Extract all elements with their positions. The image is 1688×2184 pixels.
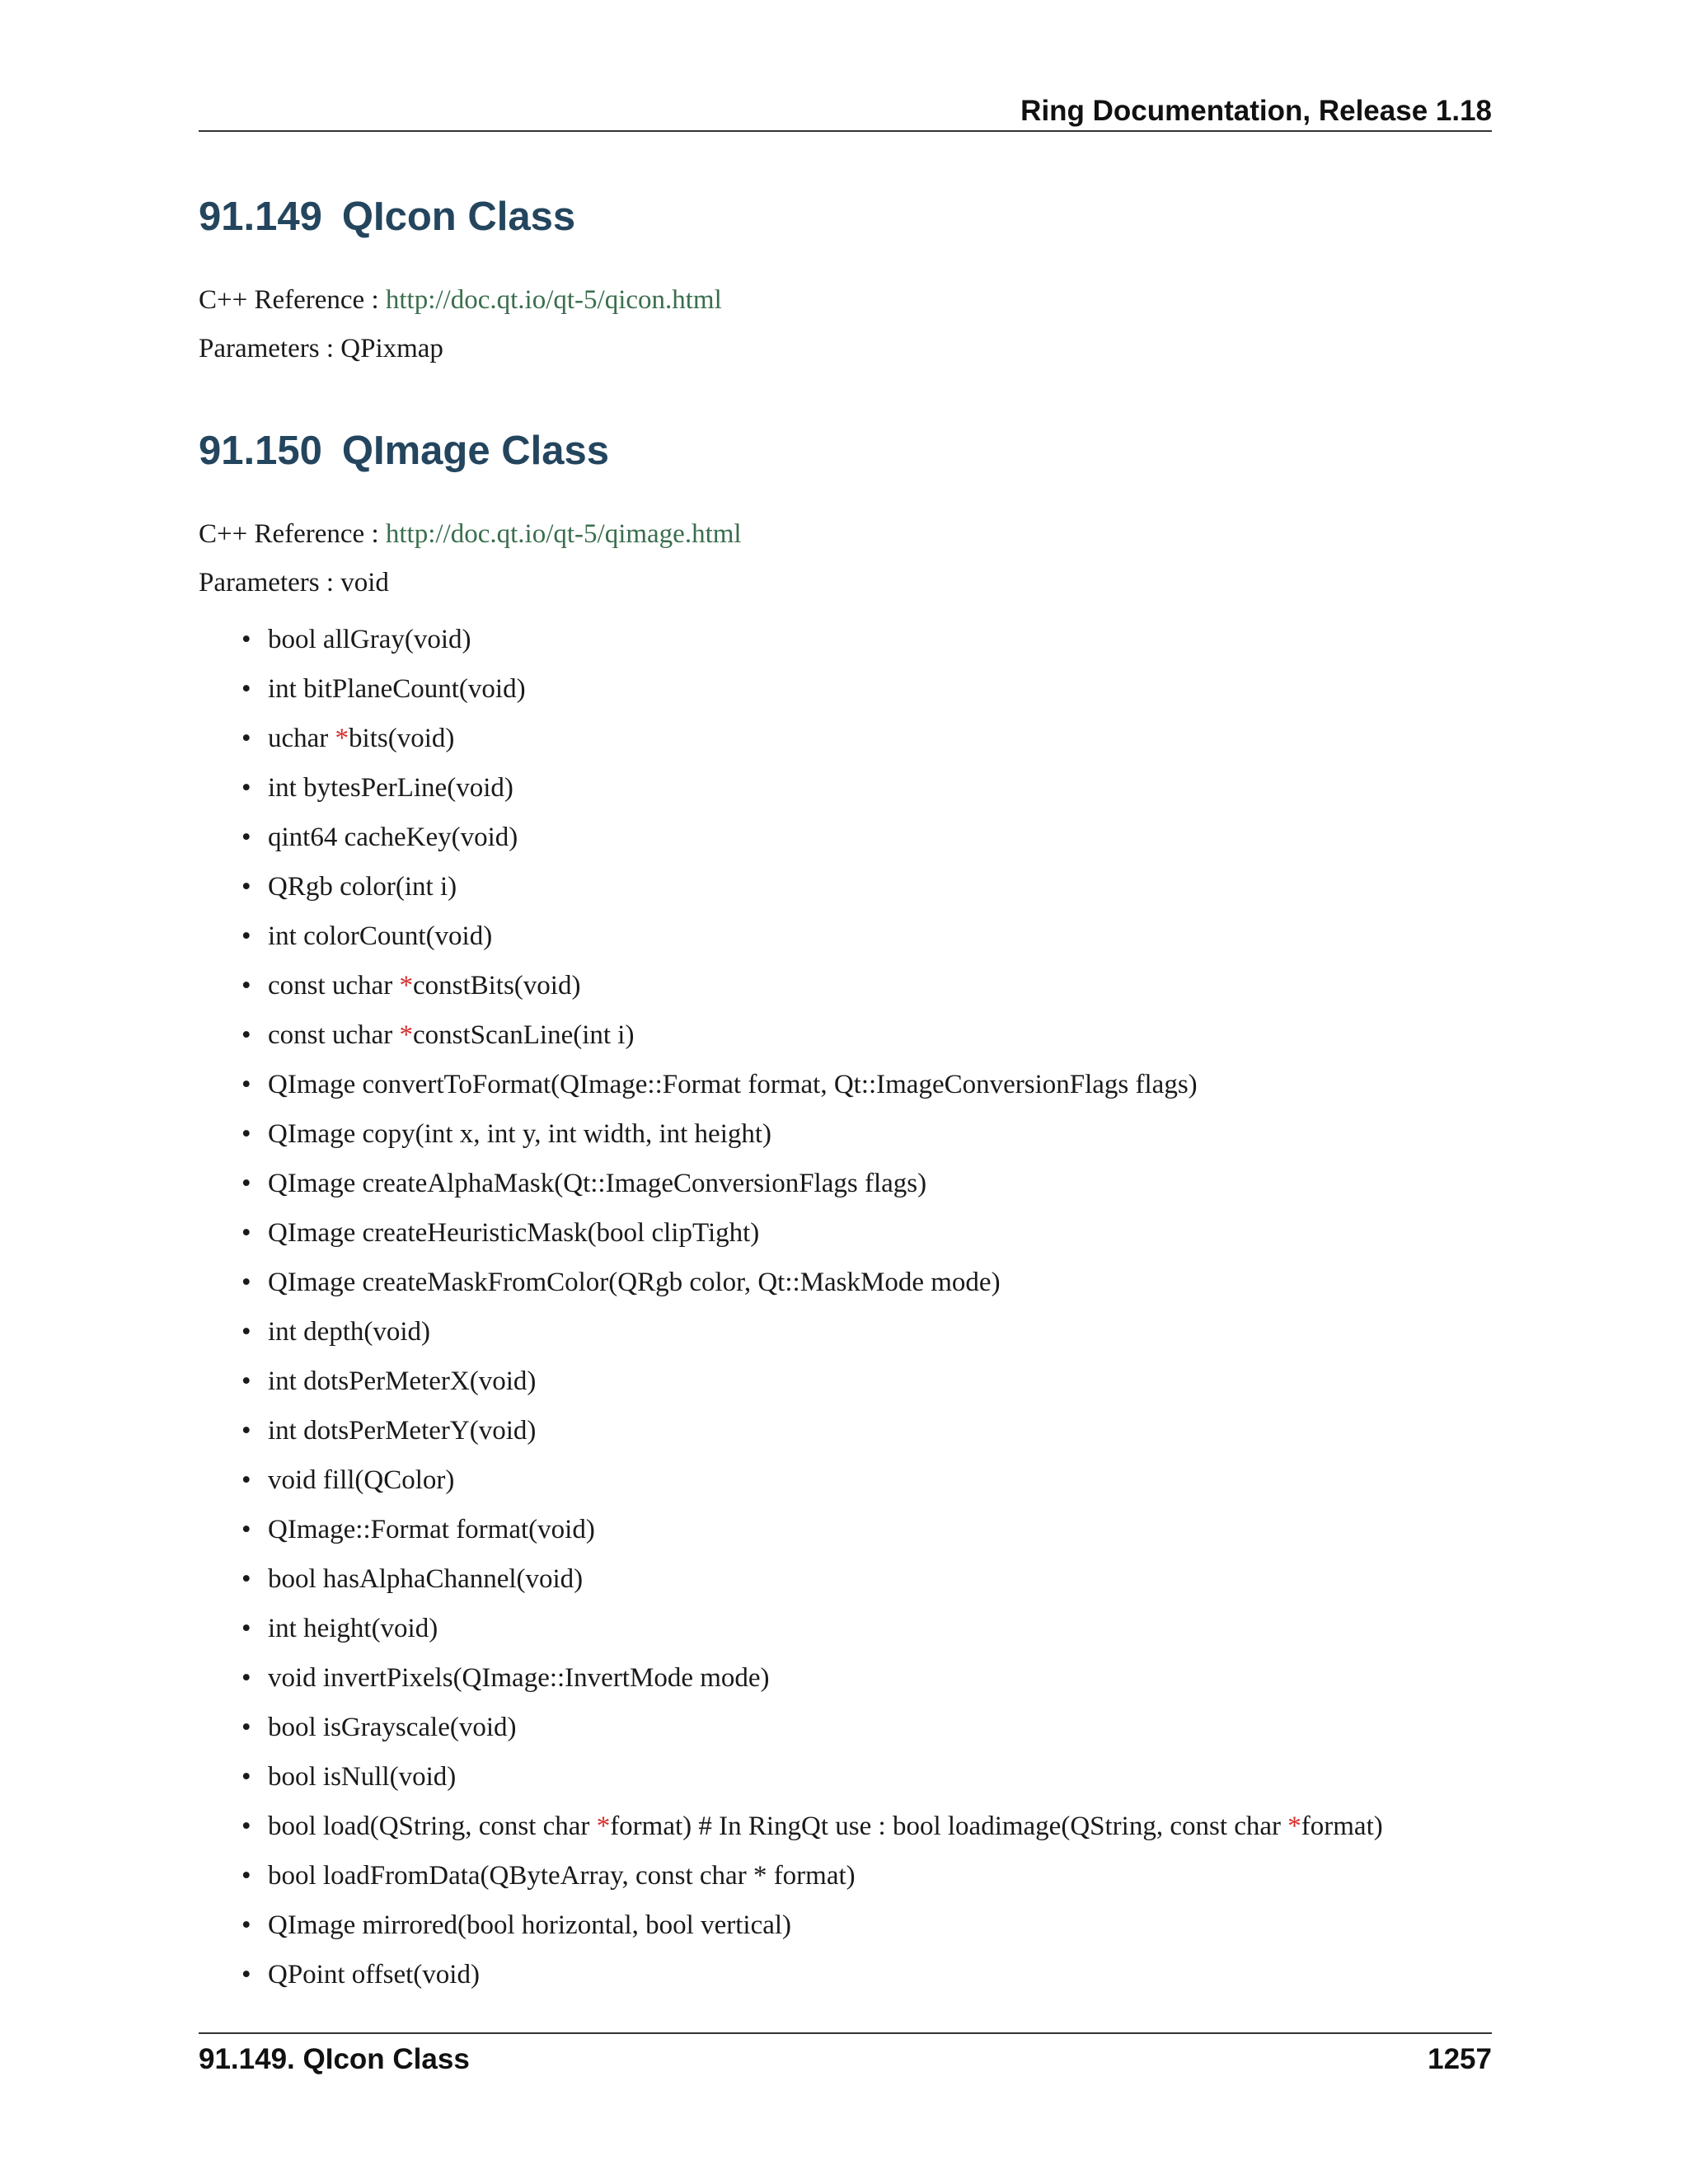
method-item xyxy=(199,1810,1383,1859)
method-item xyxy=(199,1118,1383,1167)
bullet-icon: • xyxy=(241,971,251,1001)
section-title: QImage Class xyxy=(341,429,609,473)
pointer-star: * xyxy=(1287,1811,1301,1841)
bullet-icon: • xyxy=(241,1713,251,1742)
method-item xyxy=(199,1909,1383,1958)
method-signature: int bytesPerLine(void) xyxy=(268,773,513,803)
method-signature: void invertPixels(QImage::InvertMode mode) xyxy=(268,1663,770,1693)
pointer-star: * xyxy=(399,1020,413,1050)
method-item xyxy=(199,1563,1383,1612)
bullet-icon: • xyxy=(241,773,251,803)
method-item xyxy=(199,969,1383,1019)
bullet-icon: • xyxy=(241,1960,251,1990)
reference-label: C++ Reference : xyxy=(199,285,379,315)
method-signature: int depth(void) xyxy=(268,1317,431,1347)
method-item xyxy=(199,1612,1383,1661)
bullet-icon: • xyxy=(241,823,251,852)
method-item xyxy=(199,1414,1383,1464)
method-signature: bool isNull(void) xyxy=(268,1762,457,1792)
document-page xyxy=(199,0,1492,2184)
bullet-icon: • xyxy=(241,1762,251,1792)
method-item xyxy=(199,1266,1383,1315)
page-number: 1257 xyxy=(1428,2043,1492,2075)
method-signature: QRgb color(int i) xyxy=(268,872,457,902)
bullet-icon: • xyxy=(241,872,251,902)
bullet-icon: • xyxy=(241,1663,251,1693)
bullet-icon: • xyxy=(241,1515,251,1544)
method-signature: QImage createAlphaMask(Qt::ImageConversionFlags flags) xyxy=(268,1169,927,1198)
method-item xyxy=(199,1019,1383,1068)
method-item xyxy=(199,1068,1383,1118)
method-signature: bool load(QString, const char *format) # In RingQt use : bool loadimage(QString, const char *format) xyxy=(268,1811,1383,1841)
method-item xyxy=(199,1167,1383,1216)
method-signature: int bitPlaneCount(void) xyxy=(268,674,526,704)
bullet-icon: • xyxy=(241,1416,251,1446)
pointer-star: * xyxy=(596,1811,611,1841)
cpp-reference-line xyxy=(199,518,742,551)
method-signature: void fill(QColor) xyxy=(268,1465,455,1495)
bullet-icon: • xyxy=(241,724,251,753)
method-signature: QImage createHeuristicMask(bool clipTight) xyxy=(268,1218,760,1248)
method-signature: QImage copy(int x, int y, int width, int height) xyxy=(268,1119,772,1149)
running-header: Ring Documentation, Release 1.18 xyxy=(199,92,1492,132)
bullet-icon: • xyxy=(241,1268,251,1297)
bullet-icon: • xyxy=(241,1910,251,1940)
method-signature: uchar *bits(void) xyxy=(268,724,455,753)
bullet-icon: • xyxy=(241,1366,251,1396)
cpp-reference-line xyxy=(199,284,722,316)
method-item xyxy=(199,771,1383,821)
pointer-star: * xyxy=(335,724,349,753)
method-item xyxy=(199,870,1383,920)
bullet-icon: • xyxy=(241,1070,251,1099)
method-item xyxy=(199,1958,1383,2008)
method-signature: bool isGrayscale(void) xyxy=(268,1713,517,1742)
section-number: 91.150 xyxy=(199,429,322,473)
section-title: QIcon Class xyxy=(341,194,576,239)
method-item xyxy=(199,1513,1383,1563)
method-item xyxy=(199,920,1383,969)
method-signature: bool loadFromData(QByteArray, const char * format) xyxy=(268,1861,856,1891)
section-number: 91.149 xyxy=(199,194,322,239)
reference-link[interactable]: http://doc.qt.io/qt-5/qicon.html xyxy=(385,285,722,315)
method-signature: QPoint offset(void) xyxy=(268,1960,480,1990)
method-signature: QImage convertToFormat(QImage::Format format, Qt::ImageConversionFlags flags) xyxy=(268,1070,1198,1099)
method-signature: const uchar *constBits(void) xyxy=(268,971,581,1001)
reference-label: C++ Reference : xyxy=(199,519,379,549)
bullet-icon: • xyxy=(241,921,251,951)
bullet-icon: • xyxy=(241,1218,251,1248)
pointer-star: * xyxy=(399,971,413,1001)
section-heading-qimage xyxy=(199,426,609,476)
bullet-icon: • xyxy=(241,1614,251,1643)
method-item xyxy=(199,1661,1383,1711)
method-item xyxy=(199,821,1383,870)
method-signature: bool hasAlphaChannel(void) xyxy=(268,1564,584,1594)
parameters-line: Parameters : QPixmap xyxy=(199,334,443,363)
method-item xyxy=(199,1464,1383,1513)
method-item xyxy=(199,1859,1383,1909)
method-signature: QImage mirrored(bool horizontal, bool vertical) xyxy=(268,1910,792,1940)
bullet-icon: • xyxy=(241,1169,251,1198)
method-item xyxy=(199,1365,1383,1414)
method-signature: int dotsPerMeterX(void) xyxy=(268,1366,537,1396)
bullet-icon: • xyxy=(241,1811,251,1841)
method-signature: int colorCount(void) xyxy=(268,921,493,951)
method-signature: QImage::Format format(void) xyxy=(268,1515,595,1544)
method-signature: int dotsPerMeterY(void) xyxy=(268,1416,537,1446)
bullet-icon: • xyxy=(241,1020,251,1050)
bullet-icon: • xyxy=(241,1564,251,1594)
method-item xyxy=(199,1216,1383,1266)
method-item xyxy=(199,1760,1383,1810)
bullet-icon: • xyxy=(241,1119,251,1149)
method-list xyxy=(199,623,1383,2008)
method-signature: qint64 cacheKey(void) xyxy=(268,823,518,852)
method-item xyxy=(199,1711,1383,1760)
reference-link[interactable]: http://doc.qt.io/qt-5/qimage.html xyxy=(385,519,742,549)
method-signature: bool allGray(void) xyxy=(268,625,471,654)
method-signature: int height(void) xyxy=(268,1614,438,1643)
bullet-icon: • xyxy=(241,1317,251,1347)
footer-section-title: 91.149. QIcon Class xyxy=(199,2043,470,2075)
bullet-icon: • xyxy=(241,674,251,704)
running-footer xyxy=(199,2032,1492,2079)
parameters-line: Parameters : void xyxy=(199,568,389,598)
bullet-icon: • xyxy=(241,1465,251,1495)
section-heading-qicon xyxy=(199,192,575,241)
method-item xyxy=(199,673,1383,722)
bullet-icon: • xyxy=(241,1861,251,1891)
method-signature: const uchar *constScanLine(int i) xyxy=(268,1020,635,1050)
method-item xyxy=(199,722,1383,771)
method-signature: QImage createMaskFromColor(QRgb color, Qt::MaskMode mode) xyxy=(268,1268,1001,1297)
method-item xyxy=(199,623,1383,673)
method-item xyxy=(199,1315,1383,1365)
bullet-icon: • xyxy=(241,625,251,654)
